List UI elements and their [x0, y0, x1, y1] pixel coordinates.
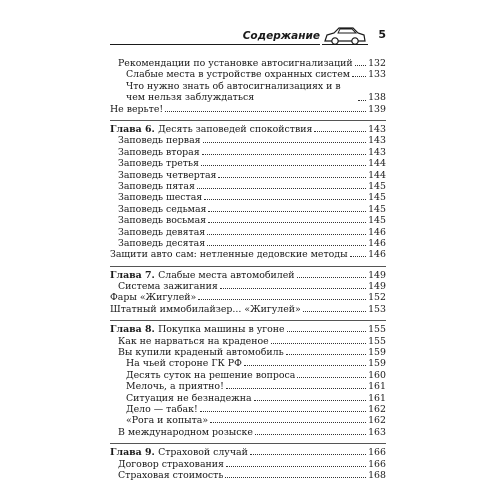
toc-page-number: 168 [368, 469, 386, 481]
toc-page-number: 161 [368, 381, 386, 393]
toc-page-number: 159 [368, 358, 386, 370]
toc-page-number: 145 [368, 180, 386, 192]
toc-entry-title: Система зажигания [118, 281, 218, 293]
toc-entry-title: На чьей стороне ГК РФ [126, 358, 242, 370]
toc-page-number: 143 [368, 123, 386, 135]
toc-entry [110, 215, 386, 226]
toc-section [110, 444, 386, 481]
toc-page-number: 143 [368, 146, 386, 158]
dot-leader [204, 192, 366, 200]
dot-leader [197, 181, 366, 189]
toc-entry-title: «Рога и копыта» [126, 415, 209, 427]
toc-page-number: 149 [368, 269, 386, 281]
toc-entry-title: Договор страхования [118, 458, 224, 470]
toc-page-number: 159 [368, 347, 386, 359]
toc-entry [110, 281, 386, 292]
toc-chapter-heading [110, 447, 386, 458]
toc-entry-title: Фары «Жигулей» [110, 292, 197, 304]
toc-entry [110, 404, 386, 415]
dot-leader [255, 427, 366, 435]
toc-entry [110, 81, 386, 104]
toc-chapter-heading [110, 270, 386, 281]
toc-entry [110, 358, 386, 369]
toc-entry-title: Заповедь девятая [118, 226, 206, 238]
dot-leader [352, 69, 366, 77]
toc-entry-title: Штатный иммобилайзер... «Жигулей» [110, 303, 301, 315]
toc-entry-title: Заповедь третья [118, 158, 199, 170]
toc-page-number: 145 [368, 215, 386, 227]
running-header [110, 24, 386, 44]
toc-entry [110, 158, 386, 169]
toc-entry-title: Ситуация не безнадежна [126, 392, 252, 404]
dot-leader [207, 238, 366, 246]
car-icon [322, 24, 368, 46]
table-of-contents [110, 58, 386, 481]
toc-entry-title: Мелочь, а приятно! [126, 381, 224, 393]
dot-leader [244, 358, 366, 366]
toc-entry-title: Заповедь пятая [118, 180, 195, 192]
toc-entry [110, 58, 386, 69]
toc-entry-title: Заповедь вторая [118, 146, 200, 158]
toc-chapter-heading [110, 124, 386, 135]
toc-page-number: 162 [368, 403, 386, 415]
toc-section [110, 267, 386, 322]
toc-entry [110, 415, 386, 426]
toc-page-number: 155 [368, 324, 386, 336]
toc-chapter-title [110, 324, 285, 335]
toc-entry [110, 347, 386, 358]
dot-leader [297, 270, 367, 278]
toc-entry-title: Заповедь четвертая [118, 169, 217, 181]
running-header-title: Содержание [242, 30, 320, 42]
dot-leader [203, 135, 367, 143]
dot-leader [350, 249, 367, 257]
toc-page-number: 132 [368, 58, 386, 69]
dot-leader [297, 370, 366, 378]
toc-entry [110, 135, 386, 146]
toc-entry-title: Заповедь седьмая [118, 203, 207, 215]
toc-page-number: 152 [368, 292, 386, 304]
chapter-title-text: Слабые места автомобилей [158, 269, 295, 281]
toc-entry [110, 227, 386, 238]
dot-leader [225, 470, 366, 478]
toc-entry-title: Заповедь первая [118, 135, 201, 147]
dot-leader [165, 104, 366, 112]
toc-entry [110, 304, 386, 315]
toc-entry-title: Слабые места в устройстве охранных систем [126, 69, 351, 81]
toc-entry [110, 69, 386, 80]
chapter-label: Глава 7. [110, 269, 155, 281]
toc-entry-title: В международном розыске [118, 426, 253, 438]
dot-leader [287, 324, 366, 332]
toc-page-number: 138 [368, 92, 386, 104]
toc-section [110, 58, 386, 121]
toc-page-number: 163 [368, 426, 386, 438]
toc-entry [110, 192, 386, 203]
toc-page-number: 145 [368, 203, 386, 215]
toc-entry-title: Заповедь восьмая [118, 215, 207, 227]
header-rule [110, 44, 320, 45]
toc-chapter-heading [110, 324, 386, 335]
dot-leader [208, 215, 366, 223]
toc-entry-title: Дело — табак! [126, 403, 198, 415]
dot-leader [286, 347, 366, 355]
toc-entry [110, 249, 386, 260]
dot-leader [254, 393, 367, 401]
toc-entry-title: Заповедь десятая [118, 237, 206, 249]
dot-leader [201, 158, 366, 166]
chapter-title-text: Покупка машины в угоне [158, 324, 285, 336]
toc-entry-title: Заповедь шестая [118, 192, 203, 204]
toc-chapter-title [110, 124, 312, 135]
toc-entry [110, 470, 386, 481]
dot-leader [226, 459, 366, 467]
toc-page-number: 161 [368, 392, 386, 404]
toc-page-number: 146 [368, 237, 386, 249]
dot-leader [207, 227, 366, 235]
toc-entry [110, 427, 386, 438]
toc-entry-title: Рекомендации по установке автосигнализаций [118, 58, 353, 69]
toc-page-number: 144 [368, 158, 386, 170]
dot-leader [303, 304, 366, 312]
toc-page-number: 149 [368, 281, 386, 293]
toc-chapter-title [110, 447, 248, 458]
toc-entry [110, 292, 386, 303]
toc-entry [110, 381, 386, 392]
dot-leader [250, 447, 366, 455]
toc-page-number: 160 [368, 369, 386, 381]
dot-leader [355, 58, 366, 66]
toc-entry [110, 336, 386, 347]
dot-leader [314, 124, 366, 132]
chapter-label: Глава 9. [110, 447, 155, 459]
toc-page-number: 153 [368, 303, 386, 315]
toc-entry-title: Страховая стоимость [118, 469, 224, 481]
toc-entry [110, 393, 386, 404]
toc-entry-title: Не верьте! [110, 103, 164, 115]
dot-leader [202, 147, 366, 155]
toc-page-number: 166 [368, 447, 386, 459]
toc-entry [110, 147, 386, 158]
toc-section [110, 121, 386, 267]
toc-page-number: 143 [368, 135, 386, 147]
toc-entry-title: Как не нарваться на краденое [118, 335, 269, 347]
toc-section [110, 321, 386, 444]
toc-page-number: 139 [368, 103, 386, 115]
toc-page-number: 155 [368, 335, 386, 347]
dot-leader [226, 381, 366, 389]
toc-entry [110, 370, 386, 381]
toc-entry-title: Защити авто сам: нетленные дедовские методы [110, 249, 348, 261]
toc-page-number: 166 [368, 458, 386, 470]
chapter-title-text: Десять заповедей спокойствия [158, 123, 313, 135]
chapter-label: Глава 6. [110, 123, 155, 135]
chapter-label: Глава 8. [110, 324, 155, 336]
toc-entry-title: Вы купили краденый автомобиль [118, 347, 284, 359]
dot-leader [218, 170, 366, 178]
chapter-title-text: Страховой случай [158, 447, 248, 459]
toc-entry [110, 181, 386, 192]
toc-chapter-title [110, 270, 295, 281]
toc-page-number: 146 [368, 226, 386, 238]
toc-page-number: 133 [368, 69, 386, 81]
toc-entry [110, 459, 386, 470]
toc-entry [110, 204, 386, 215]
toc-page-number: 144 [368, 169, 386, 181]
toc-entry-title: Что нужно знать об автосигнализациях и в чем нельзя заблуждаться [126, 80, 341, 104]
toc-page-number: 146 [368, 249, 386, 261]
dot-leader [208, 204, 366, 212]
toc-entry [110, 104, 386, 115]
dot-leader [210, 415, 366, 423]
toc-page-number: 162 [368, 415, 386, 427]
dot-leader [200, 404, 366, 412]
toc-entry [110, 238, 386, 249]
toc-entry-title: Десять суток на решение вопроса [126, 369, 296, 381]
dot-leader [198, 292, 366, 300]
page-number: 5 [378, 28, 386, 41]
dot-leader [271, 336, 366, 344]
toc-page-number: 145 [368, 192, 386, 204]
toc-entry [110, 170, 386, 181]
dot-leader [358, 93, 366, 101]
dot-leader [220, 281, 366, 289]
